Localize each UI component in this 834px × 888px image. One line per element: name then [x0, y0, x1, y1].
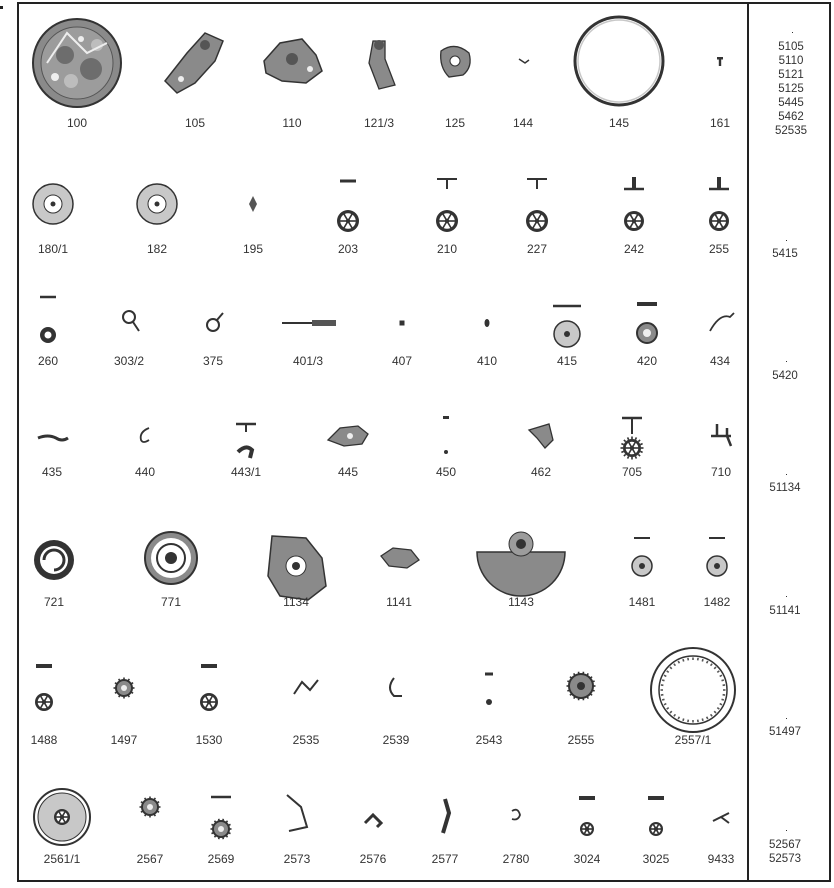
part-illustration-icon [446, 444, 447, 445]
part-number-label: 105 [184, 116, 206, 130]
part-number-label: 2557/1 [674, 733, 712, 747]
part-illustration-icon [150, 807, 151, 808]
part-illustration-icon [656, 829, 657, 830]
part-number-label: 3024 [573, 852, 601, 866]
part-number-label: 303/2 [113, 354, 145, 368]
part-illustration-icon [523, 61, 524, 62]
screw-number: 5125 [778, 83, 804, 95]
screw-icon [786, 228, 787, 246]
screw-number: 52535 [775, 125, 807, 137]
part-number-label: 420 [636, 354, 658, 368]
part-illustration-icon [647, 333, 648, 334]
part-illustration-icon [297, 817, 298, 818]
screw-icon [786, 462, 787, 480]
part-illustration-icon [308, 323, 309, 324]
part-illustration-icon [587, 829, 588, 830]
screw-number: 5121 [778, 69, 804, 81]
part-number-label: 434 [709, 354, 731, 368]
part-number-label: 1497 [110, 733, 138, 747]
part-number-label: 710 [710, 465, 732, 479]
part-number-label: 445 [337, 465, 359, 479]
part-number-label: 260 [37, 354, 59, 368]
part-number-label: 462 [530, 465, 552, 479]
part-illustration-icon [489, 702, 490, 703]
part-number-label: 210 [436, 242, 458, 256]
part-illustration-icon [296, 572, 297, 573]
part-number-label: 1134 [283, 595, 309, 609]
part-number-label: 2543 [475, 733, 503, 747]
part-illustration-icon [253, 204, 254, 205]
part-number-label: 121/3 [363, 116, 395, 130]
screw-number-list [769, 481, 800, 495]
part-number-label: 771 [160, 595, 182, 609]
part-illustration-icon [693, 690, 694, 691]
part-illustration-icon [642, 566, 643, 567]
part-illustration-icon [246, 444, 247, 445]
part-illustration-icon [581, 686, 582, 687]
part-illustration-icon [721, 817, 722, 818]
screw-number: 5420 [772, 370, 798, 382]
screw-number-list [769, 725, 801, 739]
part-number-label: 180/1 [37, 242, 69, 256]
part-number-label: 227 [526, 242, 548, 256]
part-illustration-icon [213, 325, 214, 326]
part-number-label: 450 [435, 465, 457, 479]
part-number-label: 440 [134, 465, 156, 479]
part-illustration-icon [157, 204, 158, 205]
part-number-label: 242 [623, 242, 645, 256]
part-number-label: 407 [391, 354, 413, 368]
part-illustration-icon [399, 558, 400, 559]
part-number-label: 401/3 [292, 354, 324, 368]
part-illustration-icon [54, 560, 55, 561]
screw-number: 52573 [769, 853, 801, 865]
part-illustration-icon [721, 438, 722, 439]
part-number-label: 2539 [382, 733, 410, 747]
part-illustration-icon [195, 63, 196, 64]
screw-number: 5110 [778, 55, 804, 67]
part-number-label: 9433 [707, 852, 735, 866]
part-illustration-icon [537, 221, 538, 222]
part-number-label: 1482 [703, 595, 731, 609]
part-number-label: 182 [146, 242, 168, 256]
screw-icon [786, 584, 787, 602]
part-number-label: 2561/1 [43, 852, 81, 866]
screw-number: 52567 [769, 839, 801, 851]
part-illustration-icon [209, 702, 210, 703]
part-number-label: 443/1 [230, 465, 262, 479]
part-number-label: 2577 [431, 852, 459, 866]
screw-number: 5445 [778, 97, 804, 109]
part-illustration-icon [402, 323, 403, 324]
part-illustration-icon [634, 221, 635, 222]
part-illustration-icon [445, 817, 446, 818]
part-illustration-icon [221, 829, 222, 830]
part-illustration-icon [396, 688, 397, 689]
part-number-label: 125 [444, 116, 466, 130]
screw-number: 51134 [769, 482, 801, 494]
screw-icon [792, 20, 793, 38]
screw-number-list [769, 604, 800, 618]
screw-icon [786, 349, 787, 367]
part-number-label: 255 [708, 242, 730, 256]
part-illustration-icon [521, 576, 522, 577]
screw-number: 5105 [778, 41, 804, 53]
part-number-label: 415 [556, 354, 578, 368]
part-illustration-icon [171, 558, 172, 559]
screw-icon [786, 818, 787, 836]
screw-number: 5415 [772, 248, 798, 260]
part-illustration-icon [292, 63, 293, 64]
screw-number: 51141 [769, 605, 801, 617]
part-illustration-icon [53, 204, 54, 205]
part-illustration-icon [306, 686, 307, 687]
part-illustration-icon [619, 61, 620, 62]
part-illustration-icon [373, 819, 374, 820]
part-illustration-icon [719, 221, 720, 222]
part-number-label: 2780 [502, 852, 530, 866]
part-illustration-icon [541, 438, 542, 439]
corner-mark [0, 6, 3, 9]
part-illustration-icon [129, 325, 130, 326]
part-illustration-icon [455, 61, 456, 62]
part-illustration-icon [447, 221, 448, 222]
part-illustration-icon [487, 323, 488, 324]
part-number-label: 435 [41, 465, 63, 479]
screw-number-list [769, 838, 801, 866]
part-illustration-icon [124, 688, 125, 689]
screw-number: 51497 [769, 726, 801, 738]
part-illustration-icon [516, 815, 517, 816]
part-number-label: 161 [709, 116, 731, 130]
part-number-label: 1488 [30, 733, 58, 747]
part-number-label: 1143 [508, 595, 534, 609]
part-illustration-icon [720, 323, 721, 324]
part-number-label: 2535 [292, 733, 320, 747]
part-number-label: 2576 [359, 852, 387, 866]
part-number-label: 144 [512, 116, 534, 130]
part-illustration-icon [720, 62, 721, 63]
part-illustration-icon [48, 335, 49, 336]
part-number-label: 410 [476, 354, 498, 368]
part-number-label: 1481 [628, 595, 656, 609]
part-number-label: 3025 [642, 852, 670, 866]
part-illustration-icon [44, 702, 45, 703]
part-number-label: 1141 [386, 595, 412, 609]
part-number-label: 2567 [136, 852, 164, 866]
part-illustration-icon [52, 438, 53, 439]
part-number-label: 375 [202, 354, 224, 368]
part-number-label: 110 [282, 116, 302, 130]
part-illustration-icon [62, 817, 63, 818]
part-illustration-icon [77, 63, 78, 64]
part-number-label: 721 [43, 595, 65, 609]
part-illustration-icon [567, 334, 568, 335]
parts-chart-frame [17, 2, 831, 882]
part-number-label: 195 [242, 242, 264, 256]
screw-number-list [772, 247, 798, 261]
screw-number-list [775, 40, 807, 138]
part-illustration-icon [348, 436, 349, 437]
part-number-label: 145 [608, 116, 630, 130]
screw-number: 5462 [778, 111, 804, 123]
part-number-label: 203 [337, 242, 359, 256]
screw-number-list [772, 369, 798, 383]
part-number-label: 705 [621, 465, 643, 479]
part-number-label: 100 [66, 116, 88, 130]
part-number-label: 2569 [207, 852, 235, 866]
part-illustration-icon [632, 448, 633, 449]
part-number-label: 2555 [567, 733, 595, 747]
part-number-label: 2573 [283, 852, 311, 866]
screws-column-divider [747, 2, 749, 882]
part-illustration-icon [145, 436, 146, 437]
part-illustration-icon [717, 566, 718, 567]
part-number-label: 1530 [195, 733, 223, 747]
screw-icon [786, 706, 787, 724]
part-illustration-icon [348, 221, 349, 222]
part-illustration-icon [379, 63, 380, 64]
